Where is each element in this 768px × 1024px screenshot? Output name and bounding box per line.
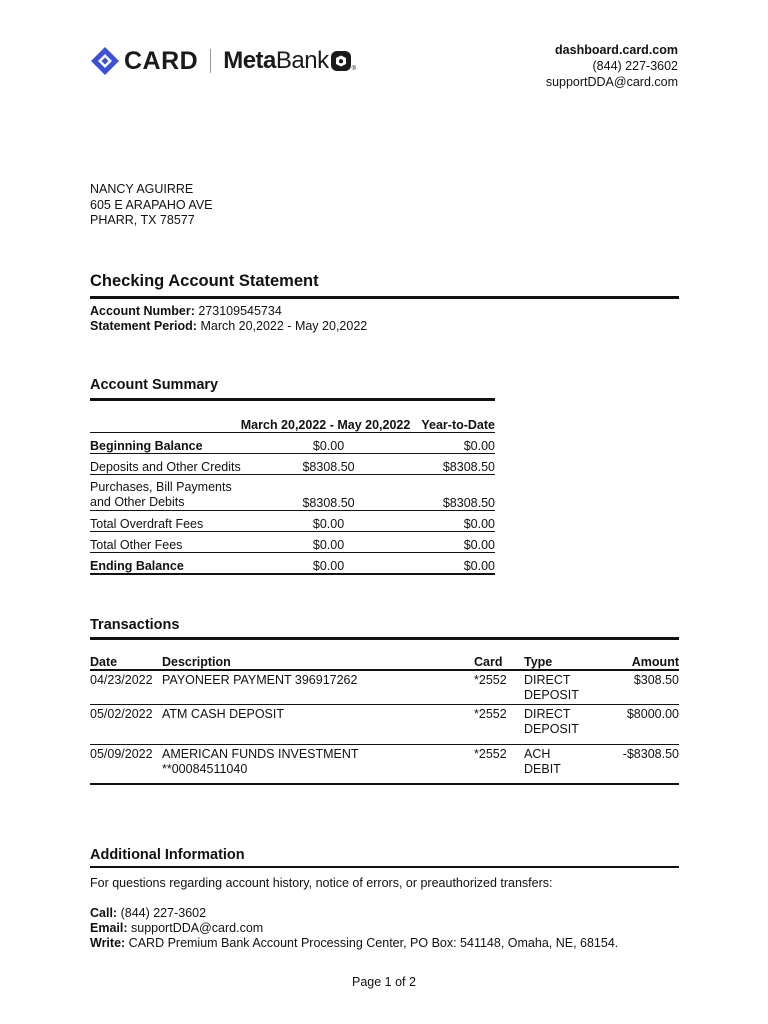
summary-ytd-value: $0.00 — [463, 558, 495, 573]
summary-label: Deposits and Other Credits — [90, 460, 241, 474]
tx-description — [162, 744, 474, 784]
card-diamond-logo-icon — [90, 46, 120, 76]
tx-description-line: AMERICAN FUNDS INVESTMENT — [162, 746, 359, 761]
tx-type-line: DIRECT — [524, 706, 571, 721]
table-row — [90, 744, 679, 784]
tx-header-type: Type — [524, 650, 604, 670]
statement-title: Checking Account Statement — [90, 272, 319, 290]
tx-amount: -$8308.50 — [622, 746, 679, 761]
summary-label: Ending Balance — [90, 558, 184, 573]
summary-ytd-value: $0.00 — [463, 439, 495, 453]
recipient-city: PHARR, TX 78577 — [90, 213, 195, 227]
tx-card: *2552 — [474, 673, 507, 687]
tx-type-line: ACH — [524, 746, 551, 761]
title-rule — [90, 296, 679, 299]
tx-header-amount: Amount — [604, 650, 679, 670]
recipient-street: 605 E ARAPAHO AVE — [90, 197, 213, 212]
tx-type-line: DIRECT — [524, 673, 571, 687]
summary-row — [90, 511, 495, 532]
write-value: CARD Premium Bank Account Processing Center, PO Box: 541148, Omaha, NE, 68154. — [128, 936, 619, 950]
additional-title: Additional Information — [90, 847, 245, 863]
tx-type-line: DEBIT — [524, 761, 561, 776]
tx-description — [162, 704, 474, 744]
account-summary-table — [90, 412, 495, 575]
call-value: (844) 227-3602 — [120, 906, 207, 920]
tx-description-line: PAYONEER PAYMENT 396917262 — [162, 673, 358, 687]
tx-type-line: DEPOSIT — [524, 721, 579, 736]
transactions-table — [90, 650, 679, 785]
transactions-title: Transactions — [90, 617, 180, 633]
summary-row — [90, 454, 495, 475]
table-row — [90, 670, 679, 704]
summary-row — [90, 553, 495, 574]
summary-header-ytd: Year-to-Date — [421, 418, 495, 432]
tx-header-card: Card — [474, 650, 524, 670]
tx-header-date: Date — [90, 650, 162, 670]
recipient-address — [90, 182, 213, 229]
summary-ytd-value: $8308.50 — [442, 496, 495, 510]
summary-label — [90, 475, 241, 511]
summary-period-value: $0.00 — [312, 538, 345, 552]
summary-rule — [90, 398, 495, 401]
tx-date: 05/09/2022 — [90, 746, 153, 761]
tx-card: *2552 — [474, 746, 507, 761]
summary-label-line: Purchases, Bill Payments — [90, 480, 232, 494]
contact-block — [546, 42, 678, 90]
summary-label: Total Other Fees — [90, 538, 183, 552]
page-number: Page 1 of 2 — [352, 975, 416, 989]
summary-period-value: $0.00 — [312, 439, 345, 453]
summary-title: Account Summary — [90, 377, 219, 393]
tx-date: 05/02/2022 — [90, 706, 153, 721]
summary-period-value: $0.00 — [312, 517, 345, 531]
registered-mark: ® — [351, 66, 357, 72]
summary-period-value: $8308.50 — [302, 496, 355, 510]
contact-phone: (844) 227-3602 — [592, 59, 678, 73]
card-brand-name: CARD — [124, 46, 199, 75]
statement-period: March 20,2022 - May 20,2022 — [200, 319, 368, 333]
statement-meta — [90, 304, 367, 334]
additional-contact-lines — [90, 906, 618, 951]
tx-type — [524, 704, 604, 744]
table-row — [90, 704, 679, 744]
summary-row — [90, 433, 495, 454]
tx-description — [162, 670, 474, 704]
statement-period-label: Statement Period: — [90, 319, 197, 333]
tx-description-line: ATM CASH DEPOSIT — [162, 706, 285, 721]
contact-website[interactable]: dashboard.card.com — [555, 43, 678, 57]
summary-label: Total Overdraft Fees — [90, 517, 204, 531]
tx-header-description: Description — [162, 650, 474, 670]
write-label: Write: — [90, 936, 126, 950]
summary-label-line: and Other Debits — [90, 495, 185, 509]
tx-date: 04/23/2022 — [90, 673, 153, 687]
summary-ytd-value: $8308.50 — [442, 460, 495, 474]
tx-type-line: DEPOSIT — [524, 688, 579, 702]
contact-email[interactable]: supportDDA@card.com — [545, 75, 678, 89]
summary-header-period: March 20,2022 - May 20,2022 — [240, 418, 411, 432]
brand-logo — [90, 44, 356, 78]
summary-row — [90, 532, 495, 553]
transactions-rule — [90, 637, 679, 640]
logo-divider — [210, 49, 211, 73]
summary-label: Beginning Balance — [90, 439, 203, 453]
summary-ytd-value: $0.00 — [463, 538, 495, 552]
tx-description-line: **00084511040 — [162, 761, 248, 776]
email-value[interactable]: supportDDA@card.com — [131, 921, 264, 935]
tx-type — [524, 670, 604, 704]
recipient-name: NANCY AGUIRRE — [90, 182, 194, 196]
summary-row — [90, 475, 495, 511]
email-label: Email: — [90, 921, 128, 935]
tx-card: *2552 — [474, 706, 507, 721]
account-number-label: Account Number: — [90, 304, 195, 318]
tx-amount: $308.50 — [633, 673, 679, 687]
metabank-mark-icon — [330, 50, 352, 72]
metabank-name-bold: Meta — [223, 47, 276, 74]
call-label: Call: — [90, 906, 118, 920]
additional-intro: For questions regarding account history, notice of errors, or preauthorized transfers: — [90, 876, 553, 890]
metabank-name-light: Bank — [275, 47, 329, 74]
tx-amount: $8000.00 — [626, 706, 679, 721]
tx-type — [524, 744, 604, 784]
account-number: 273109545734 — [198, 304, 282, 318]
additional-rule — [90, 866, 679, 868]
summary-period-value: $8308.50 — [302, 460, 355, 474]
summary-period-value: $0.00 — [312, 558, 345, 573]
summary-header-blank — [90, 412, 241, 433]
summary-ytd-value: $0.00 — [463, 517, 495, 531]
